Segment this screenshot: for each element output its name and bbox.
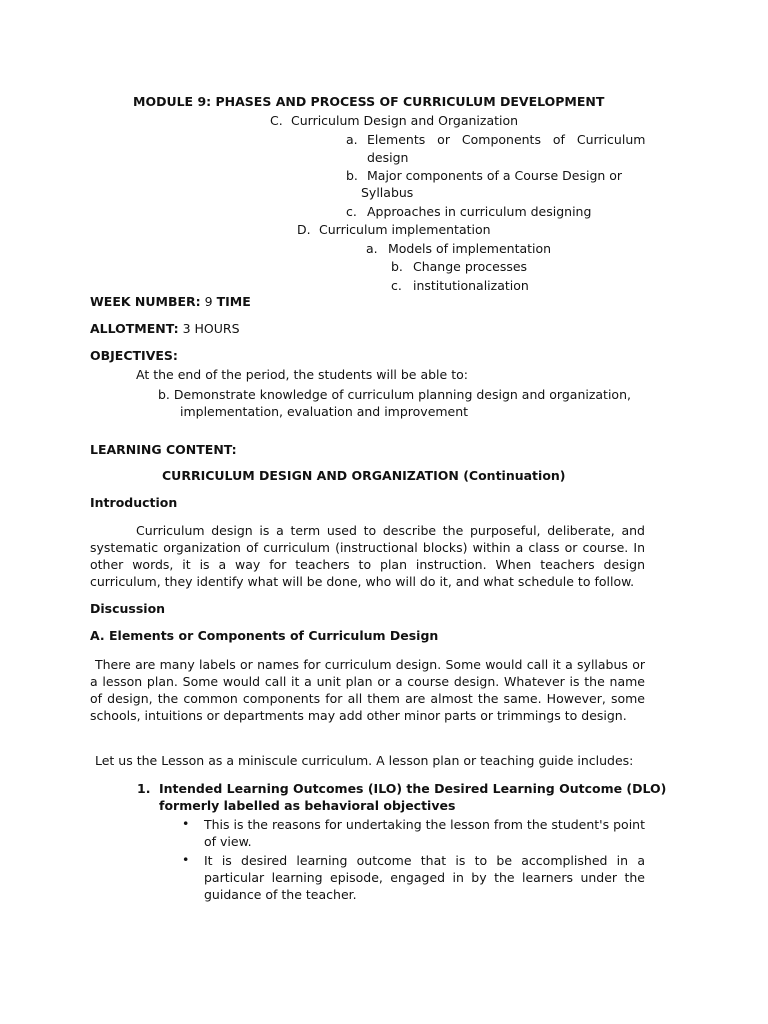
objectives-item-line2: implementation, evaluation and improvement bbox=[180, 404, 469, 419]
bullet-1-text: This is the reasons for undertaking the lesson from the student's point of view. bbox=[204, 817, 645, 849]
week-number-line bbox=[90, 293, 251, 310]
outline-d-item-a-text: Models of implementation bbox=[388, 241, 552, 256]
objectives-intro: At the end of the period, the students will be able to: bbox=[136, 367, 468, 382]
bullet-2-text: It is desired learning outcome that is to be accomplished in a particular learning episode, engaged in by the learners under the guidance of the teacher. bbox=[204, 853, 645, 902]
outline-d-item-c-label: c. bbox=[391, 278, 402, 293]
outline-c-item-a-line1: Elements or Components of Curriculum bbox=[367, 132, 646, 147]
outline-d-item-b-text: Change processes bbox=[413, 259, 528, 274]
learning-content-heading: LEARNING CONTENT: bbox=[90, 442, 237, 457]
week-number-value: 9 bbox=[204, 294, 213, 309]
outline-c-text: Curriculum Design and Organization bbox=[291, 113, 519, 128]
outline-c-item-c-text: Approaches in curriculum designing bbox=[367, 204, 592, 219]
list-number-1: 1. bbox=[137, 781, 151, 796]
objectives-heading: OBJECTIVES: bbox=[90, 348, 178, 363]
discussion-paragraph-2: Let us the Lesson as a miniscule curriculum. A lesson plan or teaching guide includes: bbox=[95, 753, 634, 768]
allotment-line bbox=[90, 320, 240, 337]
outline-d-item-c-text: institutionalization bbox=[413, 278, 529, 293]
introduction-paragraph: Curriculum design is a term used to describe the purposeful, deliberate, and systematic organization of curriculum (instructional blocks) within a class or course. In other words, it is a way for teachers to plan instruction. When teachers design curriculum, they identify what will be done, who will do it, and what schedule to follow. bbox=[90, 523, 645, 589]
learning-content-subheading: CURRICULUM DESIGN AND ORGANIZATION (Continuation) bbox=[162, 468, 566, 483]
discussion-heading: Discussion bbox=[90, 601, 166, 616]
outline-c-item-b-line1: Major components of a Course Design or bbox=[367, 168, 623, 183]
list-heading-line1: Intended Learning Outcomes (ILO) the Desired Learning Outcome (DLO) bbox=[159, 781, 667, 796]
list-heading-line2: formerly labelled as behavioral objectives bbox=[159, 798, 456, 813]
week-time-label: TIME bbox=[216, 294, 251, 309]
week-number-label: WEEK NUMBER: bbox=[90, 294, 201, 309]
discussion-paragraph-1: There are many labels or names for curriculum design. Some would call it a syllabus or a lesson plan. Some would call it a unit plan or a course design. Whatever is the name of design, the common components for all them are almost the same. However, some schools, intuitions or departments may add other minor parts or trimmings to design. bbox=[90, 657, 645, 723]
outline-c-item-a-label: a. bbox=[346, 132, 358, 147]
outline-c-item-b-line2: Syllabus bbox=[361, 185, 414, 200]
section-a-heading: A. Elements or Components of Curriculum Design bbox=[90, 628, 439, 643]
outline-d-item-a-label: a. bbox=[366, 241, 378, 256]
bullet-2-marker: • bbox=[182, 852, 190, 867]
outline-c-label: C. bbox=[270, 113, 283, 128]
outline-d-label: D. bbox=[297, 222, 311, 237]
module-title: MODULE 9: PHASES AND PROCESS OF CURRICULUM DEVELOPMENT bbox=[133, 94, 605, 109]
allotment-label: ALLOTMENT: bbox=[90, 321, 179, 336]
outline-c-item-b-label: b. bbox=[346, 168, 358, 183]
objectives-item-line1: b. Demonstrate knowledge of curriculum planning design and organization, bbox=[158, 387, 631, 402]
outline-c-item-c-label: c. bbox=[346, 204, 357, 219]
outline-d-item-b-label: b. bbox=[391, 259, 403, 274]
outline-d-text: Curriculum implementation bbox=[319, 222, 491, 237]
bullet-1-marker: • bbox=[182, 816, 190, 831]
introduction-heading: Introduction bbox=[90, 495, 178, 510]
allotment-value: 3 HOURS bbox=[182, 321, 240, 336]
outline-c-item-a-line2: design bbox=[367, 150, 409, 165]
